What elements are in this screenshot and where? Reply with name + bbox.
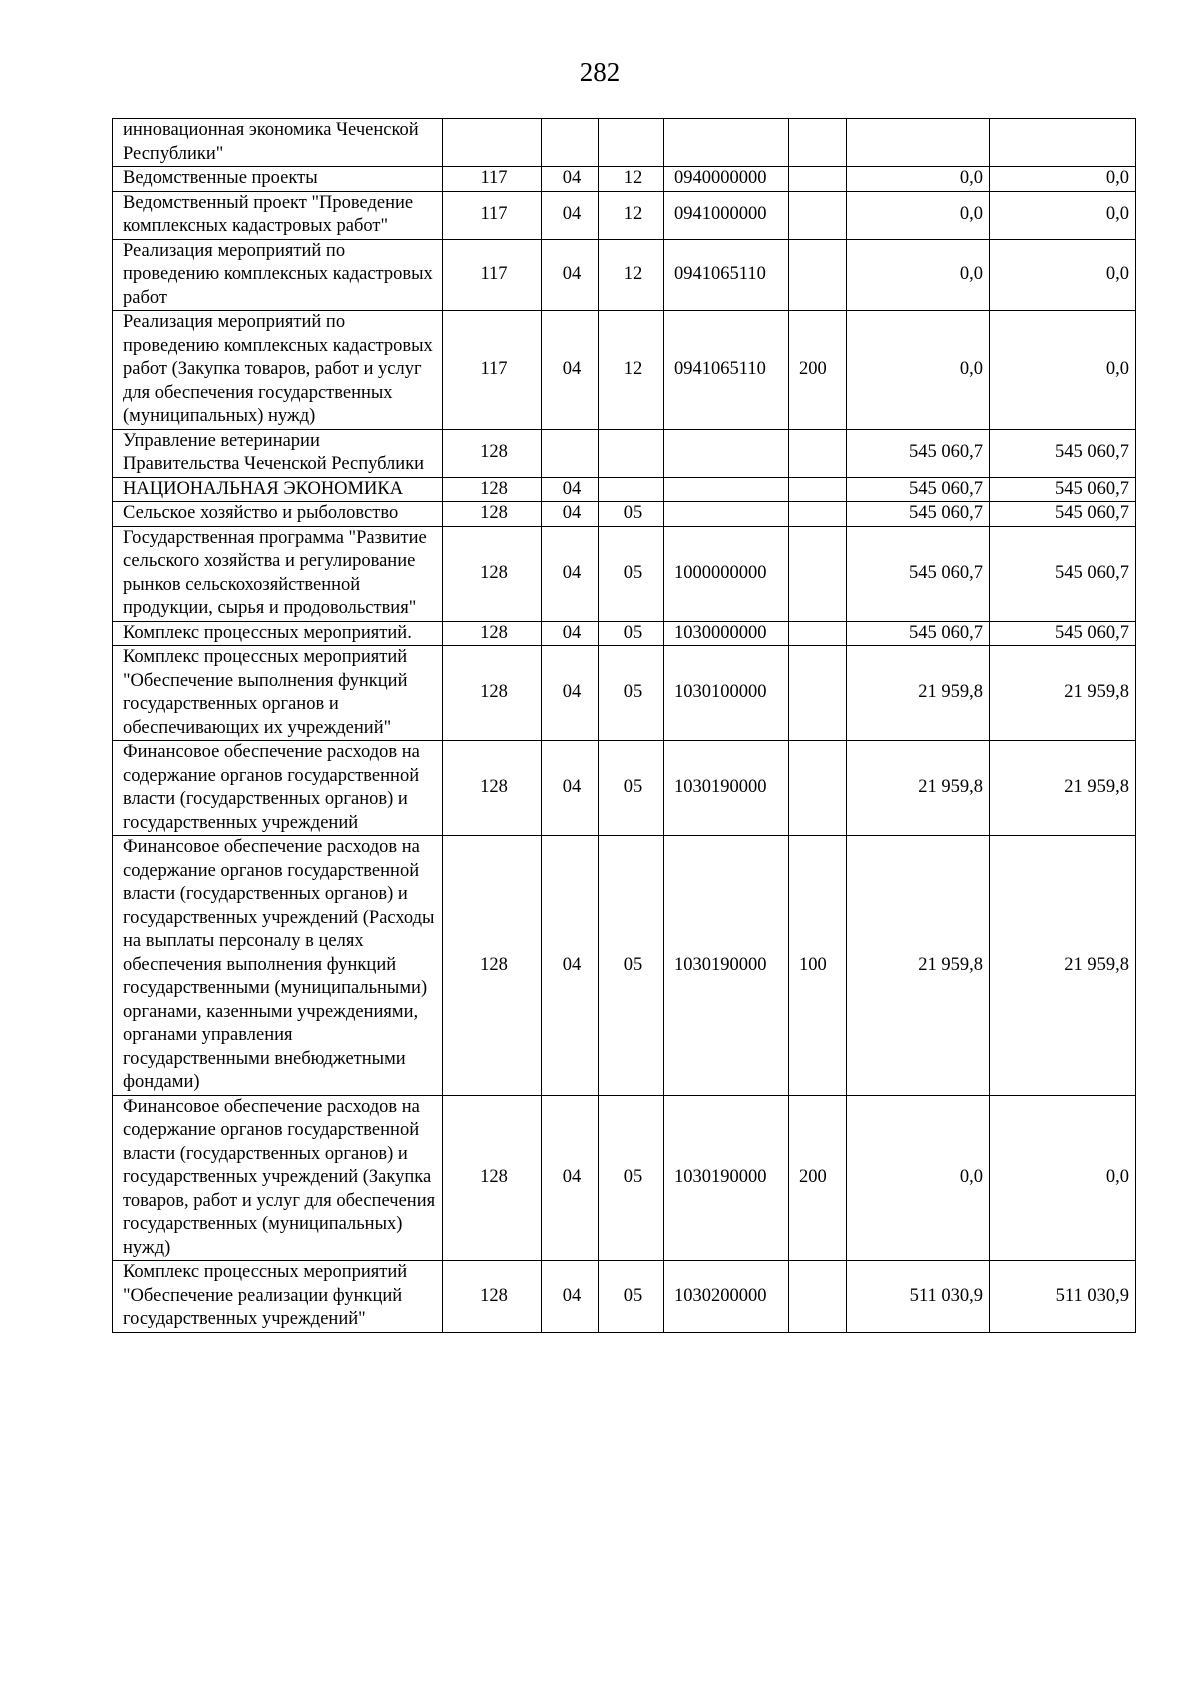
cell-sum-1	[847, 119, 990, 167]
cell-grbs: 128	[443, 429, 542, 477]
cell-sum-1: 21 959,8	[847, 646, 990, 741]
cell-sum-1: 0,0	[847, 239, 990, 311]
table-row	[113, 477, 1136, 502]
cell-pr	[599, 477, 664, 502]
table-row	[113, 741, 1136, 836]
table-row	[113, 646, 1136, 741]
cell-rz: 04	[542, 1261, 599, 1333]
cell-sum-2: 21 959,8	[990, 836, 1136, 1096]
cell-pr	[599, 429, 664, 477]
cell-rz: 04	[542, 741, 599, 836]
cell-vr	[789, 477, 847, 502]
cell-grbs: 128	[443, 1261, 542, 1333]
cell-rz: 04	[542, 621, 599, 646]
cell-vr: 200	[789, 1095, 847, 1261]
table-row	[113, 167, 1136, 192]
cell-name: Государственная программа "Развитие сельского хозяйства и регулирование рынков сельскохозяйственной продукции, сырья и продовольствия"	[113, 526, 443, 621]
cell-grbs: 128	[443, 477, 542, 502]
cell-pr	[599, 119, 664, 167]
cell-rz: 04	[542, 167, 599, 192]
cell-sum-1: 545 060,7	[847, 502, 990, 527]
table-row	[113, 1261, 1136, 1333]
cell-sum-2: 0,0	[990, 167, 1136, 192]
cell-name: Сельское хозяйство и рыболовство	[113, 502, 443, 527]
cell-rz: 04	[542, 526, 599, 621]
table-row	[113, 239, 1136, 311]
cell-name: НАЦИОНАЛЬНАЯ ЭКОНОМИКА	[113, 477, 443, 502]
cell-csr: 1030200000	[664, 1261, 789, 1333]
budget-table	[112, 118, 1136, 1333]
cell-grbs: 117	[443, 239, 542, 311]
cell-sum-2: 0,0	[990, 239, 1136, 311]
cell-csr: 0941065110	[664, 239, 789, 311]
cell-pr: 05	[599, 836, 664, 1096]
cell-vr	[789, 741, 847, 836]
cell-name: Реализация мероприятий по проведению комплексных кадастровых работ	[113, 239, 443, 311]
cell-rz: 04	[542, 502, 599, 527]
cell-grbs	[443, 119, 542, 167]
cell-name: инновационная экономика Чеченской Республики"	[113, 119, 443, 167]
cell-sum-1: 21 959,8	[847, 836, 990, 1096]
cell-sum-1: 21 959,8	[847, 741, 990, 836]
cell-pr: 05	[599, 621, 664, 646]
cell-sum-1: 0,0	[847, 311, 990, 430]
cell-csr: 1000000000	[664, 526, 789, 621]
cell-sum-1: 545 060,7	[847, 526, 990, 621]
cell-csr: 1030000000	[664, 621, 789, 646]
cell-pr: 05	[599, 1261, 664, 1333]
cell-rz: 04	[542, 836, 599, 1096]
cell-grbs: 128	[443, 526, 542, 621]
budget-table-body	[113, 119, 1136, 1333]
cell-rz: 04	[542, 311, 599, 430]
cell-rz: 04	[542, 1095, 599, 1261]
cell-name: Ведомственный проект "Проведение комплексных кадастровых работ"	[113, 191, 443, 239]
cell-sum-1: 511 030,9	[847, 1261, 990, 1333]
table-row	[113, 429, 1136, 477]
cell-csr	[664, 502, 789, 527]
cell-sum-2: 0,0	[990, 1095, 1136, 1261]
cell-sum-2: 545 060,7	[990, 477, 1136, 502]
cell-sum-2: 545 060,7	[990, 621, 1136, 646]
cell-pr: 05	[599, 502, 664, 527]
table-row	[113, 502, 1136, 527]
cell-grbs: 128	[443, 621, 542, 646]
cell-csr	[664, 119, 789, 167]
cell-sum-2: 511 030,9	[990, 1261, 1136, 1333]
cell-sum-2: 545 060,7	[990, 429, 1136, 477]
cell-pr: 05	[599, 1095, 664, 1261]
cell-vr	[789, 526, 847, 621]
cell-vr: 100	[789, 836, 847, 1096]
cell-name: Управление ветеринарии Правительства Чеченской Республики	[113, 429, 443, 477]
cell-grbs: 128	[443, 836, 542, 1096]
cell-csr	[664, 429, 789, 477]
cell-pr: 12	[599, 167, 664, 192]
cell-sum-1: 0,0	[847, 1095, 990, 1261]
cell-pr: 05	[599, 646, 664, 741]
table-row	[113, 836, 1136, 1096]
cell-pr: 12	[599, 311, 664, 430]
cell-vr	[789, 646, 847, 741]
cell-vr	[789, 1261, 847, 1333]
cell-vr: 200	[789, 311, 847, 430]
page-number: 282	[579, 57, 621, 87]
cell-name: Комплекс процессных мероприятий "Обеспечение выполнения функций государственных органов и обеспечивающих их учреждений"	[113, 646, 443, 741]
cell-pr: 05	[599, 741, 664, 836]
cell-sum-1: 545 060,7	[847, 429, 990, 477]
cell-pr: 12	[599, 191, 664, 239]
cell-name: Комплекс процессных мероприятий "Обеспечение реализации функций государственных учреждений"	[113, 1261, 443, 1333]
table-row	[113, 1095, 1136, 1261]
cell-sum-1: 0,0	[847, 167, 990, 192]
table-row	[113, 191, 1136, 239]
cell-name: Финансовое обеспечение расходов на содержание органов государственной власти (государственных органов) и государственных учреждений	[113, 741, 443, 836]
table-row	[113, 311, 1136, 430]
cell-sum-2: 545 060,7	[990, 502, 1136, 527]
cell-csr	[664, 477, 789, 502]
cell-grbs: 128	[443, 646, 542, 741]
cell-sum-2: 0,0	[990, 191, 1136, 239]
cell-sum-1: 0,0	[847, 191, 990, 239]
cell-vr	[789, 167, 847, 192]
cell-sum-2: 0,0	[990, 311, 1136, 430]
cell-csr: 1030190000	[664, 1095, 789, 1261]
table-row	[113, 526, 1136, 621]
cell-name: Реализация мероприятий по проведению комплексных кадастровых работ (Закупка товаров, работ и услуг для обеспечения государственных (муниципальных) нужд)	[113, 311, 443, 430]
cell-grbs: 128	[443, 502, 542, 527]
table-row	[113, 119, 1136, 167]
cell-rz: 04	[542, 646, 599, 741]
cell-name: Ведомственные проекты	[113, 167, 443, 192]
cell-vr	[789, 429, 847, 477]
cell-rz	[542, 119, 599, 167]
cell-grbs: 117	[443, 167, 542, 192]
cell-pr: 12	[599, 239, 664, 311]
cell-grbs: 128	[443, 741, 542, 836]
cell-vr	[789, 119, 847, 167]
cell-sum-2: 545 060,7	[990, 526, 1136, 621]
cell-name: Комплекс процессных мероприятий.	[113, 621, 443, 646]
cell-vr	[789, 191, 847, 239]
cell-sum-2: 21 959,8	[990, 646, 1136, 741]
cell-csr: 0940000000	[664, 167, 789, 192]
cell-vr	[789, 502, 847, 527]
cell-csr: 1030190000	[664, 836, 789, 1096]
table-row	[113, 621, 1136, 646]
cell-grbs: 117	[443, 191, 542, 239]
cell-pr: 05	[599, 526, 664, 621]
cell-csr: 0941065110	[664, 311, 789, 430]
cell-grbs: 117	[443, 311, 542, 430]
cell-sum-1: 545 060,7	[847, 621, 990, 646]
cell-rz: 04	[542, 191, 599, 239]
cell-sum-2: 21 959,8	[990, 741, 1136, 836]
cell-grbs: 128	[443, 1095, 542, 1261]
cell-csr: 0941000000	[664, 191, 789, 239]
cell-vr	[789, 621, 847, 646]
cell-name: Финансовое обеспечение расходов на содержание органов государственной власти (государственных органов) и государственных учреждений (Расходы на выплаты персоналу в целях обеспечения выполнения функций государственными (муниципальными) органами, казенными учреждениями, органами управления государственными внебюджетными фондами)	[113, 836, 443, 1096]
cell-csr: 1030190000	[664, 741, 789, 836]
cell-rz: 04	[542, 477, 599, 502]
cell-rz: 04	[542, 239, 599, 311]
cell-sum-1: 545 060,7	[847, 477, 990, 502]
cell-name: Финансовое обеспечение расходов на содержание органов государственной власти (государственных органов) и государственных учреждений (Закупка товаров, работ и услуг для обеспечения государственных (муниципальных) нужд)	[113, 1095, 443, 1261]
cell-csr: 1030100000	[664, 646, 789, 741]
cell-rz	[542, 429, 599, 477]
cell-vr	[789, 239, 847, 311]
cell-sum-2	[990, 119, 1136, 167]
